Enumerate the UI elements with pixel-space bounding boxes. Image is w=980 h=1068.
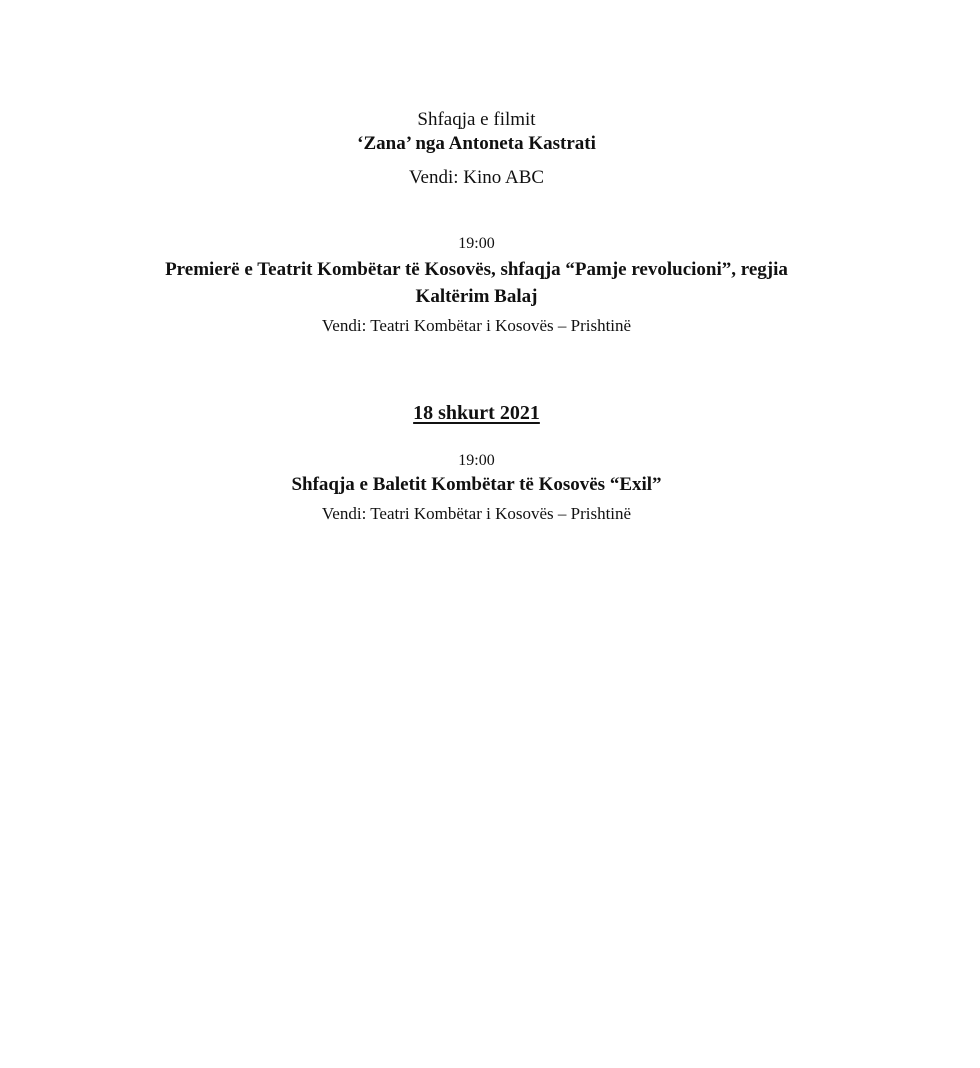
event-intro: Shfaqja e filmit xyxy=(417,109,536,130)
event-venue: Vendi: Kino ABC xyxy=(408,167,545,188)
event-venue: Vendi: Teatri Kombëtar i Kosovës – Prishtinë xyxy=(321,316,632,335)
event-venue: Vendi: Teatri Kombëtar i Kosovës – Prishtinë xyxy=(321,504,632,523)
event-title: Shfaqja e Baletit Kombëtar të Kosovës “Exil” xyxy=(291,474,662,495)
event-title-line-1: Premierë e Teatrit Kombëtar të Kosovës, shfaqja “Pamje revolucioni”, regjia xyxy=(165,259,788,280)
event-title-line-2: Kaltërim Balaj xyxy=(415,286,538,307)
event-title: ‘Zana’ nga Antoneta Kastrati xyxy=(357,133,596,154)
event-time: 19:00 xyxy=(458,235,495,252)
date-heading: 18 shkurt 2021 xyxy=(413,402,540,424)
event-time: 19:00 xyxy=(458,452,495,469)
